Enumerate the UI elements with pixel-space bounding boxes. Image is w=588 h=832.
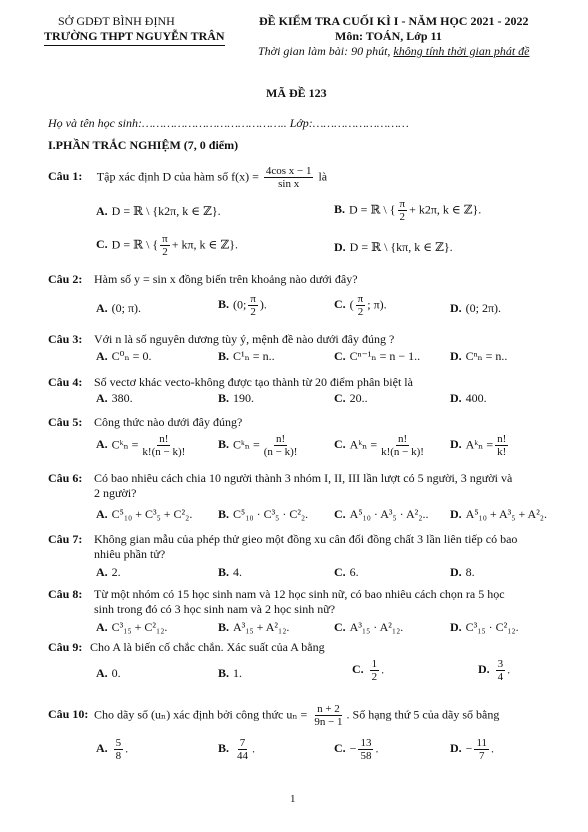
fraction — [379, 433, 426, 458]
option-letter: A. — [96, 565, 108, 579]
numerator: 11 — [476, 737, 488, 749]
option-text-end: . — [507, 662, 511, 677]
option-letter: B. — [218, 297, 230, 312]
option-letter: D. — [450, 507, 462, 521]
option-text: 8. — [465, 565, 475, 579]
q3-option-a — [96, 349, 151, 364]
option-text: 380. — [111, 391, 133, 405]
fraction — [262, 433, 300, 458]
option-letter: A. — [96, 204, 108, 218]
numerator: 7 — [239, 737, 246, 749]
option-letter: A. — [96, 391, 108, 405]
option-letter: C. — [334, 297, 346, 312]
option-text-end: . — [125, 741, 129, 756]
q1-option-c — [96, 233, 238, 258]
option-letter: C. — [96, 237, 108, 252]
option-letter: C. — [334, 565, 346, 579]
option-text: C³₁₅ · C²₁₂. — [465, 620, 519, 634]
q7-option-c — [334, 565, 359, 580]
question-text: Có bao nhiêu cách chia 10 người thành 3 nhóm I, II, III lần lượt có 5 người, 3 người và — [94, 471, 513, 485]
option-text-end: ). — [259, 297, 267, 312]
denominator: 2 — [162, 246, 168, 258]
minus-sign: − — [465, 741, 473, 756]
school-department: SỞ GDĐT BÌNH ĐỊNH — [58, 14, 175, 28]
numerator: n! — [497, 433, 507, 445]
fraction — [496, 658, 506, 683]
numerator: 4cos x − 1 — [265, 165, 312, 177]
q10-option-b — [218, 737, 255, 762]
numerator: n! — [159, 433, 169, 445]
option-text: 20.. — [349, 391, 368, 405]
denominator: k! — [497, 446, 507, 458]
exam-title: ĐỀ KIỂM TRA CUỐI KÌ I - NĂM HỌC 2021 - 2022 — [259, 14, 529, 28]
fraction — [474, 737, 489, 762]
question-label: Câu 7: — [48, 532, 83, 546]
question-label: Câu 9: — [48, 640, 83, 654]
denominator: 2 — [357, 306, 364, 318]
q2-option-c — [334, 293, 387, 318]
student-info-line: Họ và tên học sinh:………………………………….. Lớp:……………………… — [48, 116, 409, 130]
question-9 — [48, 640, 568, 655]
q8-option-a — [96, 620, 167, 635]
q9-option-b — [218, 666, 242, 681]
minus-sign: − — [349, 741, 357, 756]
section-title: I.PHẦN TRẮC NGHIỆM (7, 0 điểm) — [48, 138, 239, 152]
q8-option-d — [450, 620, 519, 635]
option-letter: A. — [96, 301, 108, 315]
question-text-line2: nhiêu phần tử? — [94, 547, 166, 561]
numerator: π — [162, 233, 168, 245]
question-text-end: là — [318, 169, 328, 184]
option-letter: A. — [96, 349, 108, 363]
question-label: Câu 2: — [48, 272, 83, 286]
question-label: Câu 4: — [48, 375, 83, 389]
q6-option-a — [96, 507, 192, 522]
denominator: k!(n − k)! — [381, 446, 424, 458]
option-letter: D. — [450, 565, 462, 579]
option-text: D = ℝ \ { — [349, 202, 396, 217]
option-text: Cᵏₙ = — [233, 437, 260, 452]
q2-option-b — [218, 293, 267, 318]
q5-option-b — [218, 433, 301, 458]
question-text: Hàm số y = sin x đồng biến trên khoảng nào dưới đây? — [94, 272, 358, 286]
option-text-end: + k2π, k ∈ ℤ}. — [409, 202, 482, 217]
question-6 — [48, 471, 568, 501]
option-text: 400. — [465, 391, 487, 405]
option-text: A³₁₅ + A²₁₂. — [233, 620, 290, 634]
numerator: 5 — [115, 737, 122, 749]
q3-option-b — [218, 349, 275, 364]
option-text: Cⁿₙ = n.. — [465, 349, 508, 363]
question-text: Tập xác định D của hàm số f(x) = — [96, 169, 259, 184]
denominator: 4 — [497, 671, 504, 683]
exam-subject: Môn: TOÁN, Lớp 11 — [335, 29, 442, 43]
q2-option-d — [450, 301, 501, 316]
option-text: 6. — [349, 565, 359, 579]
denominator: k!(n − k)! — [142, 446, 186, 458]
option-text: D = ℝ \ { — [111, 237, 159, 252]
question-text-line2: sinh trong đó có 3 học sinh nam và 2 học sinh nữ? — [94, 602, 336, 616]
option-letter: C. — [334, 391, 346, 405]
option-letter: B. — [334, 202, 346, 217]
option-text-end: . — [491, 741, 495, 756]
option-text: D = ℝ \ {kπ, k ∈ ℤ}. — [349, 240, 453, 254]
q5-option-d — [450, 433, 510, 458]
option-text: 4. — [233, 565, 243, 579]
question-text: Không gian mẫu của phép thử gieo một đồng xu cân đối đồng chất 3 lần liên tiếp có bao — [94, 532, 518, 546]
fraction — [312, 703, 344, 728]
q9-option-c — [352, 658, 384, 683]
exam-duration-text: Thời gian làm bài: 90 phút, — [258, 44, 394, 58]
exam-code: MÃ ĐỀ 123 — [266, 86, 327, 100]
numerator: 1 — [371, 658, 378, 670]
fraction — [398, 198, 408, 223]
option-letter: B. — [218, 391, 230, 405]
q1-option-d — [334, 240, 453, 255]
fraction — [264, 165, 314, 190]
option-text: (0; — [233, 297, 247, 312]
q1-option-a — [96, 204, 221, 219]
option-text: (0; π). — [111, 301, 142, 315]
option-text: A⁵₁₀ · A³₅ · A²₂.. — [349, 507, 429, 521]
q10-option-d — [450, 737, 494, 762]
denominator: 2 — [250, 306, 256, 318]
denominator: 58 — [360, 750, 372, 762]
option-letter: B. — [218, 507, 230, 521]
question-text-end: . Số hạng thứ 5 của dãy số bằng — [346, 707, 500, 722]
fraction — [370, 658, 380, 683]
option-letter: D. — [450, 620, 462, 634]
q1-option-b — [334, 198, 481, 223]
q3-option-c — [334, 349, 420, 364]
q2-option-a — [96, 301, 141, 316]
question-label: Câu 6: — [48, 471, 83, 485]
option-letter: A. — [96, 437, 108, 452]
q3-option-d — [450, 349, 507, 364]
option-text: 1. — [233, 666, 243, 680]
option-text: 190. — [233, 391, 255, 405]
option-letter: D. — [450, 301, 462, 315]
numerator: n + 2 — [317, 703, 340, 715]
numerator: π — [250, 293, 256, 305]
option-letter: A. — [96, 507, 108, 521]
option-text: D = ℝ \ {k2π, k ∈ ℤ}. — [111, 204, 221, 218]
question-label: Câu 5: — [48, 415, 83, 429]
option-letter: A. — [96, 741, 108, 756]
question-7 — [48, 532, 568, 562]
option-letter: D. — [450, 391, 462, 405]
fraction — [235, 737, 250, 762]
question-label: Câu 10: — [48, 707, 89, 722]
question-text-line2: 2 người? — [94, 486, 137, 500]
q9-option-a — [96, 666, 121, 681]
option-letter: D. — [450, 741, 462, 756]
fraction — [248, 293, 258, 318]
q4-option-a — [96, 391, 133, 406]
option-letter: C. — [352, 662, 364, 677]
denominator: (n − k)! — [263, 446, 298, 458]
option-letter: B. — [218, 437, 230, 452]
denominator: 8 — [115, 750, 122, 762]
option-text-end: + kπ, k ∈ ℤ}. — [171, 237, 238, 252]
option-text: C⁵₁₀ · C³₅ · C²₂. — [233, 507, 309, 521]
numerator: 3 — [497, 658, 504, 670]
question-8 — [48, 587, 568, 617]
option-text: A³₁₅ · A²₁₂. — [349, 620, 404, 634]
exam-duration — [258, 44, 529, 59]
denominator: 9n − 1 — [314, 716, 343, 728]
option-letter: A. — [96, 666, 108, 680]
q4-option-b — [218, 391, 254, 406]
question-label: Câu 8: — [48, 587, 83, 601]
question-10 — [48, 703, 568, 728]
option-text: Cⁿ⁻¹ₙ = n − 1.. — [349, 349, 421, 363]
option-letter: C. — [334, 437, 346, 452]
fraction — [358, 737, 373, 762]
numerator: π — [399, 198, 406, 210]
question-text: Từ một nhóm có 15 học sinh nam và 12 học sinh nữ, có bao nhiêu cách chọn ra 5 học — [94, 587, 505, 601]
option-letter: B. — [218, 349, 230, 363]
q4-option-c — [334, 391, 368, 406]
denominator: sin x — [278, 178, 300, 190]
option-letter: C. — [334, 741, 346, 756]
school-name: TRƯỜNG THPT NGUYỄN TRÂN — [44, 29, 225, 46]
option-text: 0. — [111, 666, 121, 680]
option-text: C¹ₙ = n.. — [233, 349, 275, 363]
question-text: Cho A là biến cố chắc chắn. Xác suất của A bằng — [90, 640, 325, 654]
option-text: Aᵏₙ = — [465, 437, 494, 452]
question-text: Cho dãy số (uₙ) xác định bởi công thức uₙ = — [94, 707, 308, 722]
denominator: 2 — [399, 211, 406, 223]
q10-option-c — [334, 737, 378, 762]
q9-option-d — [478, 658, 510, 683]
exam-duration-note: không tính thời gian phát đề — [393, 44, 530, 58]
denominator: 7 — [479, 750, 485, 762]
numerator: π — [357, 293, 364, 305]
fraction — [114, 737, 124, 762]
option-letter: D. — [450, 349, 462, 363]
option-letter: B. — [218, 620, 230, 634]
question-label: Câu 1: — [48, 169, 83, 184]
question-4 — [48, 375, 568, 390]
q6-option-c — [334, 507, 428, 522]
option-text: A⁵₁₀ + A³₅ + A²₂. — [465, 507, 547, 521]
option-text: Cᵏₙ = — [111, 437, 139, 452]
option-letter: D. — [478, 662, 490, 677]
fraction — [140, 433, 187, 458]
option-letter: C. — [334, 349, 346, 363]
q6-option-d — [450, 507, 547, 522]
fraction — [495, 433, 508, 458]
question-text: Số vectơ khác vecto-không được tạo thành từ 20 điểm phân biệt là — [94, 375, 413, 389]
option-letter: D. — [334, 240, 346, 254]
question-text: Công thức nào dưới đây đúng? — [94, 415, 243, 429]
option-text-end: . — [252, 741, 256, 756]
q5-option-a — [96, 433, 189, 458]
numerator: n! — [397, 433, 408, 445]
q8-option-b — [218, 620, 289, 635]
q6-option-b — [218, 507, 308, 522]
numerator: n! — [276, 433, 286, 445]
option-letter: D. — [450, 437, 462, 452]
question-5 — [48, 415, 568, 430]
denominator: 2 — [371, 671, 378, 683]
option-letter: B. — [218, 741, 230, 756]
option-letter: B. — [218, 666, 230, 680]
question-text: Với n là số nguyên dương tùy ý, mệnh đề nào dưới đây đúng ? — [94, 332, 395, 346]
q5-option-c — [334, 433, 428, 458]
fraction — [356, 293, 366, 318]
q4-option-d — [450, 391, 487, 406]
q8-option-c — [334, 620, 403, 635]
option-letter: A. — [96, 620, 108, 634]
fraction — [160, 233, 170, 258]
option-text: (0; 2π). — [465, 301, 502, 315]
option-text: C³₁₅ + C²₁₂. — [111, 620, 168, 634]
option-letter: C. — [334, 507, 346, 521]
option-text: Aᵏₙ = — [349, 437, 378, 452]
page-number: 1 — [290, 793, 296, 805]
question-1 — [48, 165, 568, 190]
q7-option-a — [96, 565, 121, 580]
option-letter: B. — [218, 565, 230, 579]
option-letter: C. — [334, 620, 346, 634]
denominator: 44 — [237, 750, 249, 762]
option-text-end: . — [381, 662, 385, 677]
question-2 — [48, 272, 568, 287]
q10-option-a — [96, 737, 128, 762]
numerator: 13 — [360, 737, 372, 749]
option-text: ( — [349, 297, 354, 312]
q7-option-d — [450, 565, 475, 580]
q7-option-b — [218, 565, 242, 580]
option-text: C⁵₁₀ + C³₅ + C²₂. — [111, 507, 193, 521]
option-text: 2. — [111, 565, 121, 579]
option-text-end: . — [375, 741, 379, 756]
option-text-end: ; π). — [367, 297, 387, 312]
question-3 — [48, 332, 568, 347]
option-text: C⁰ₙ = 0. — [111, 349, 152, 363]
question-label: Câu 3: — [48, 332, 83, 346]
